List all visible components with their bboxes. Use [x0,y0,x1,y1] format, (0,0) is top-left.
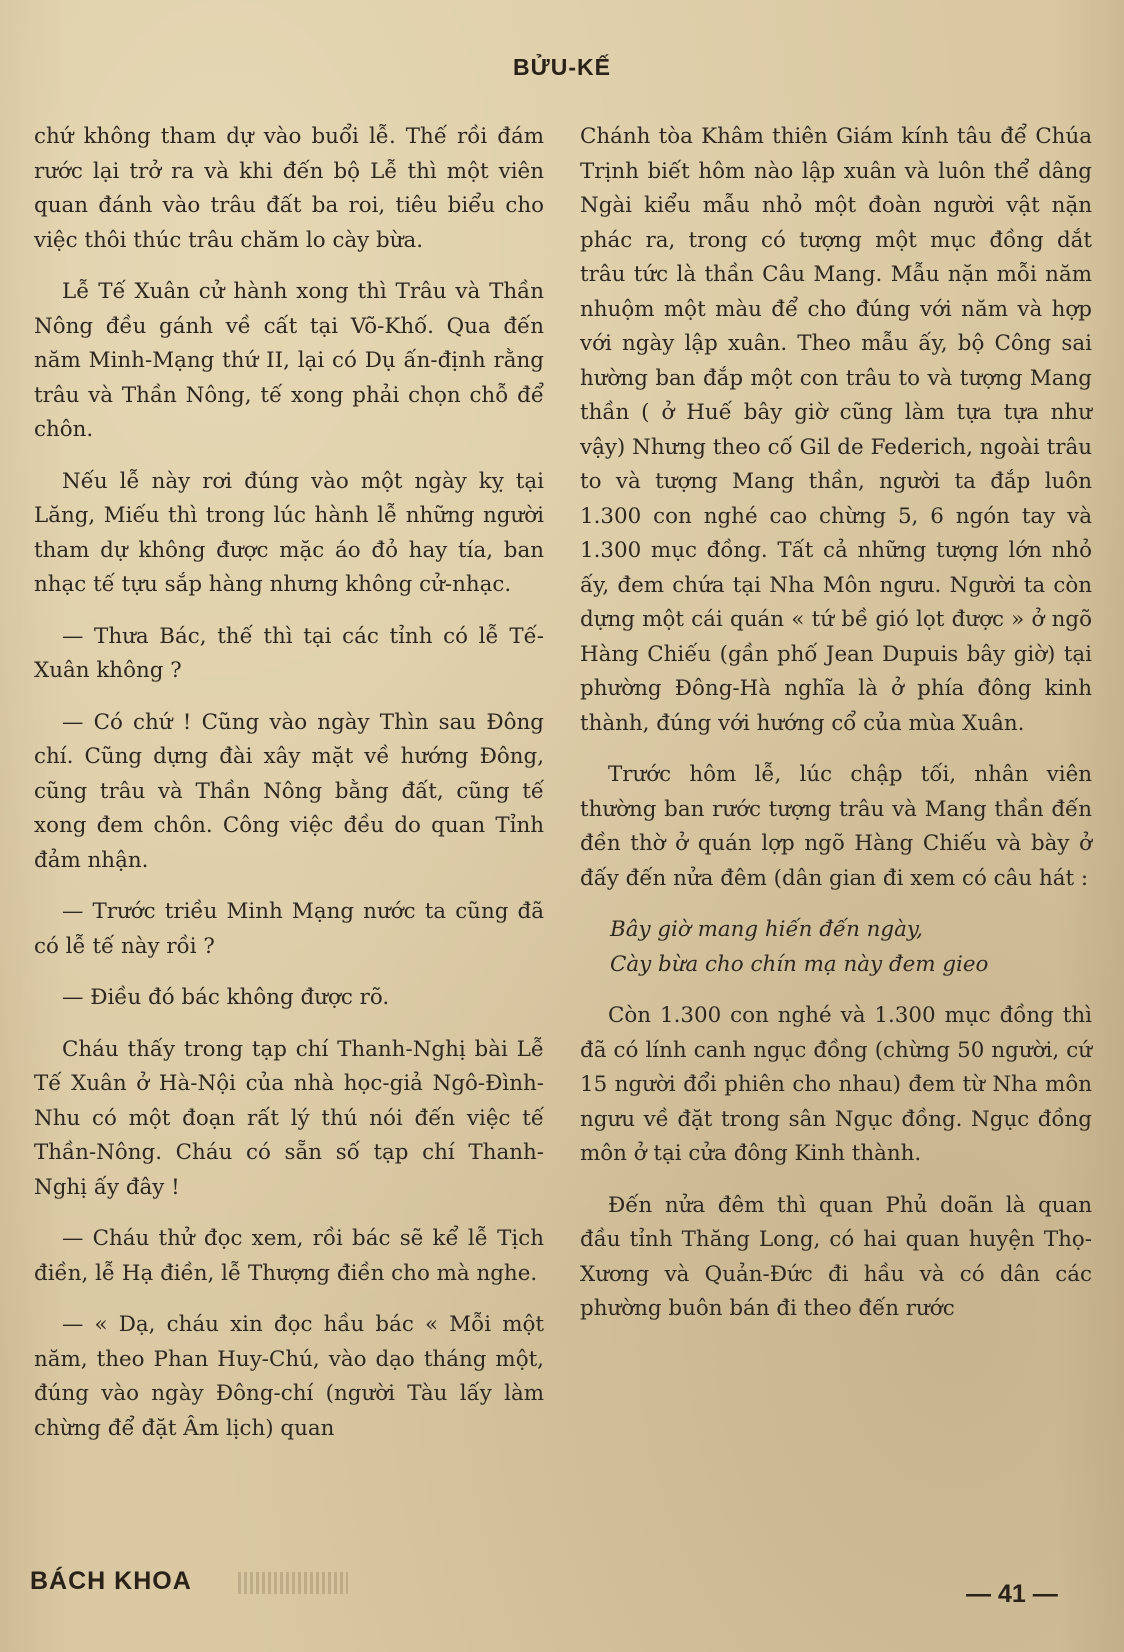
paragraph: — Cháu thử đọc xem, rồi bác sẽ kể lễ Tịch điền, lễ Hạ điền, lễ Thượng điền cho mà nghe. [34,1226,544,1286]
print-smudge-mark [238,1572,348,1594]
running-header-title: BỬU-KẾ [513,54,611,80]
paragraph: — Thưa Bác, thế thì tại các tỉnh có lễ Tế-Xuân không ? [34,623,544,683]
paragraph: — Trước triều Minh Mạng nước ta cũng đã có lễ tế này rồi ? [34,899,544,959]
left-text-column [34,120,544,1463]
paragraph: Chánh tòa Khâm thiên Giám kính tâu để Chúa Trịnh biết hôm nào lập xuân và luôn thể dâng Ngài kiểu mẫu nhỏ một đoàn người vật nặn phác ra, trong có tượng một mục đồng dắt trâu tức là thần Câu Mang. Mẫu nặn mỗi năm nhuộm một màu để cho đúng với năm và hợp với ngày lập xuân. Theo mẫu ấy, bộ Công sai hường ban đắp một con trâu to và tượng Mang thần ( ở Huế bây giờ cũng làm tựa tựa như vậy) Nhưng theo cố Gil de Federich, ngoài trâu to và tượng Mang thần, người ta đắp luôn 1.300 con nghé cao chừng 5, 6 ngón tay và 1.300 mục đồng. Tất cả những tượng lớn nhỏ ấy, đem chứa tại Nha Môn ngưu. Người ta còn dựng một cái quán « tứ bề gió lọt được » ở ngõ Hàng Chiếu (gần phố Jean Dupuis bây giờ) tại phường Đông-Hà nghĩa là ở phía đông kinh thành, đúng với hướng cổ của mùa Xuân. [580,124,1092,736]
paragraph: Còn 1.300 con nghé và 1.300 mục đồng thì đã có lính canh ngục đồng (chừng 50 người, cứ 15 người đổi phiên cho nhau) đem từ Nha môn ngưu về đặt trong sân Ngục đồng. Ngục đồng môn ở tại cửa đông Kinh thành. [580,1003,1092,1166]
paragraph: chứ không tham dự vào buổi lễ. Thế rồi đám rước lại trở ra và khi đến bộ Lễ thì một viên quan đánh vào trâu đất ba roi, tiêu biểu cho việc thôi thúc trâu chăm lo cày bừa. [34,124,544,253]
paragraph: Trước hôm lễ, lúc chập tối, nhân viên thường ban rước tượng trâu và Mang thần đến đền thờ ở quán lợp ngõ Hàng Chiếu và bày ở đấy đến nửa đêm (dân gian đi xem có câu hát : [580,762,1092,891]
paragraph: Lễ Tế Xuân cử hành xong thì Trâu và Thần Nông đều gánh về cất tại Võ-Khố. Qua đến năm Minh-Mạng thứ II, lại có Dụ ấn-định rằng trâu và Thần Nông, tế xong phải chọn chỗ để chôn. [34,279,544,442]
paragraph: — Điều đó bác không được rõ. [62,985,390,1010]
paragraph: — « Dạ, cháu xin đọc hầu bác « Mỗi một năm, theo Phan Huy-Chú, vào dạo tháng một, đúng vào ngày Đông-chí (người Tàu lấy làm chừng để đặt Âm lịch) quan [34,1312,544,1441]
right-text-column [580,120,1092,1344]
paragraph: Đến nửa đêm thì quan Phủ doãn là quan đầu tỉnh Thăng Long, có hai quan huyện Thọ-Xương và Quản-Đức đi hầu và có dân các phường buôn bán đi theo đến rước [580,1192,1092,1321]
magazine-name: BÁCH KHOA [30,1567,192,1595]
page-number: — 41 — [966,1580,1058,1608]
verse-line: Cày bừa cho chín mạ này đem gieo [610,951,989,977]
paragraph: Cháu thấy trong tạp chí Thanh-Nghị bài Lễ Tế Xuân ở Hà-Nội của nhà học-giả Ngô-Đình-Nhu có một đoạn rất lý thú nói đến việc tế Thần-Nông. Cháu có sẵn số tạp chí Thanh-Nghị ấy đây ! [34,1036,544,1200]
paragraph: Nếu lễ này rơi đúng vào một ngày kỵ tại Lăng, Miếu thì trong lúc hành lễ những người tham dự không được mặc áo đỏ hay tía, ban nhạc tế tựu sắp hàng nhưng không cử-nhạc. [34,468,544,597]
verse-line: Bây giờ mang hiến đến ngày, [610,917,923,942]
paragraph: — Có chứ ! Cũng vào ngày Thìn sau Đông chí. Cũng dựng đài xây mặt về hướng Đông, cũng trâu và Thần Nông bằng đất, cũng tế xong đem chôn. Công việc đều do quan Tỉnh đảm nhận. [34,709,544,873]
